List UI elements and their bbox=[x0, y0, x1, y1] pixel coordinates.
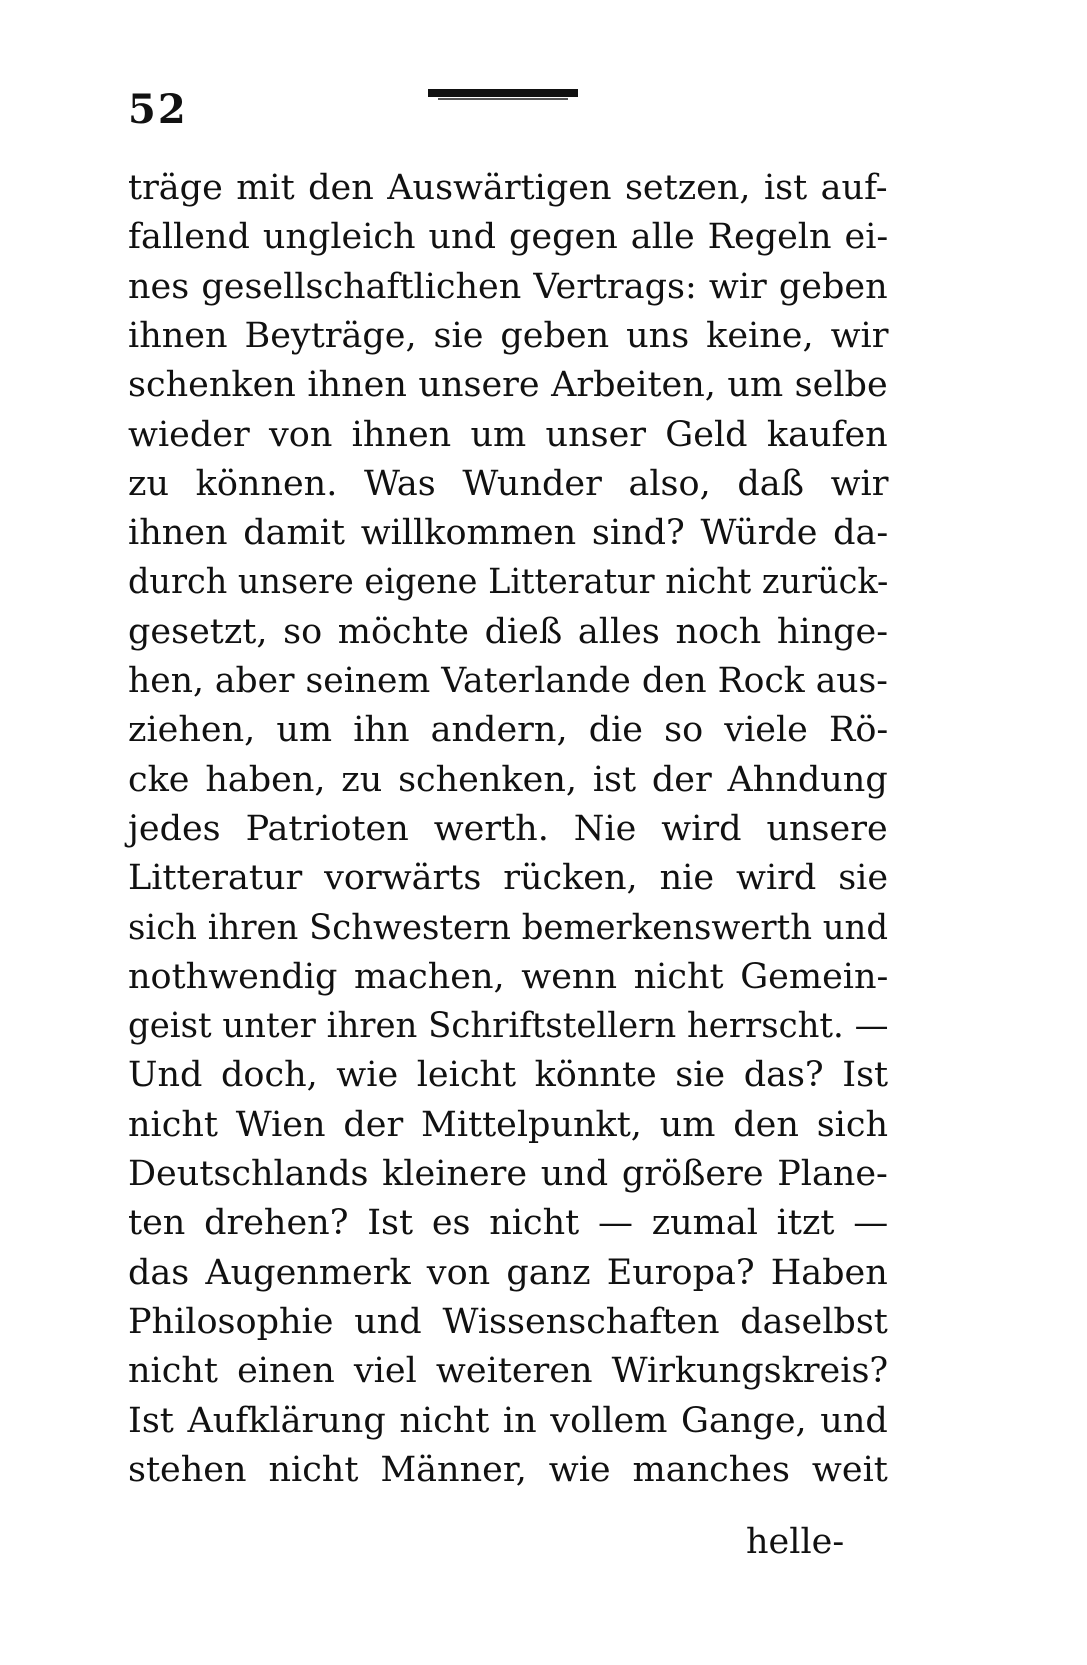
text-line: Deutschlands kleinere und größere Plane- bbox=[128, 1154, 888, 1194]
text-line: schenken ihnen unsere Arbeiten, um selbe bbox=[128, 365, 888, 406]
text-line: ziehen, um ihn andern, die so viele Rö- bbox=[128, 710, 889, 751]
text-line: nes gesellschaftlichen Vertrags: wir geben bbox=[128, 266, 888, 307]
text-line: gesetzt, so möchte dieß alles noch hinge- bbox=[128, 611, 889, 652]
text-line: Litteratur vorwärts rücken, nie wird sie bbox=[128, 858, 889, 899]
text-line: geist unter ihren Schriftstellern herrscht. — bbox=[128, 1006, 889, 1047]
text-line: stehen nicht Männer, wie manches weit bbox=[128, 1449, 888, 1490]
text-line: Philosophie und Wissenschaften daselbst bbox=[128, 1301, 888, 1342]
text-line: fallend ungleich und gegen alle Regeln ei- bbox=[128, 217, 889, 258]
text-line: träge mit den Auswärtigen setzen, ist auf- bbox=[128, 168, 888, 208]
text-line: ihnen Beyträge, sie geben uns keine, wir bbox=[128, 315, 889, 356]
text-line: jedes Patrioten werth. Nie wird unsere bbox=[128, 808, 888, 849]
text-line: sich ihren Schwestern bemerkenswerth und bbox=[128, 907, 888, 948]
text-line: zu können. Was Wunder also, daß wir bbox=[128, 463, 889, 504]
text-line: ihnen damit willkommen sind? Würde da- bbox=[128, 513, 889, 554]
text-line: das Augenmerk von ganz Europa? Haben bbox=[128, 1252, 888, 1293]
page-number: 52 bbox=[128, 86, 188, 133]
text-line: ten drehen? Ist es nicht — zumal itzt — bbox=[128, 1203, 889, 1244]
header-ornament bbox=[428, 86, 578, 100]
text-line: nicht einen viel weiteren Wirkungskreis? bbox=[128, 1351, 889, 1392]
text-line: Ist Aufklärung nicht in vollem Gange, und bbox=[128, 1400, 888, 1441]
text-line: cke haben, zu schenken, ist der Ahndung bbox=[128, 759, 888, 800]
text-line: hen, aber seinem Vaterlande den Rock aus- bbox=[128, 661, 888, 701]
text-line: nicht Wien der Mittelpunkt, um den sich bbox=[128, 1104, 888, 1145]
text-line: nothwendig machen, wenn nicht Gemein- bbox=[128, 956, 889, 997]
text-line: wieder von ihnen um unser Geld kaufen bbox=[128, 414, 888, 455]
text-line: durch unsere eigene Litteratur nicht zurück- bbox=[128, 562, 889, 603]
text-line: Und doch, wie leicht könnte sie das? Ist bbox=[128, 1055, 889, 1096]
catchword: helle- bbox=[746, 1522, 845, 1562]
